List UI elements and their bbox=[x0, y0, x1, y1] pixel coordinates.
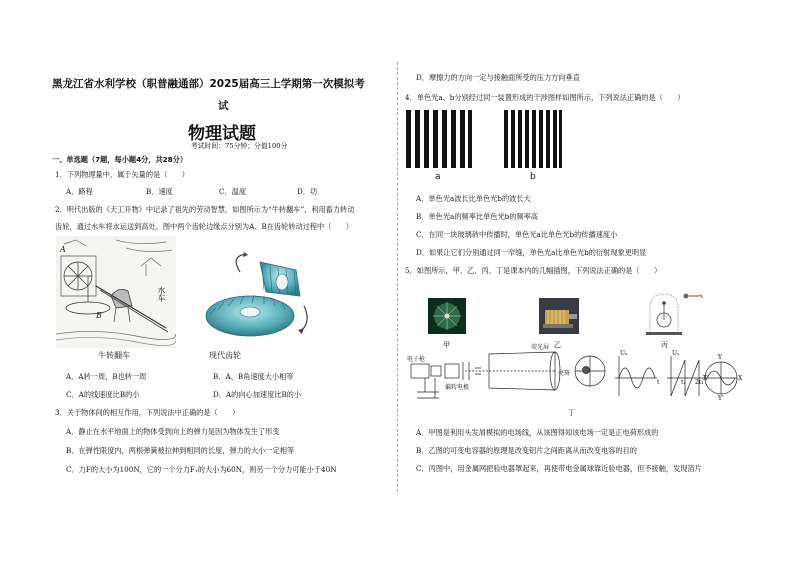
q5-option-c: C．丙图中，用金属网把验电器罩起来，再使带电金属球靠近验电器，但不接触，发现箔片 bbox=[416, 464, 702, 473]
ding-label-gun: 电子枪 bbox=[407, 356, 426, 363]
bevel-gear-illustration bbox=[200, 252, 318, 350]
section-heading: 一、单选题（7题，每小题4分，共28分） bbox=[52, 155, 188, 164]
fig-label-a: A bbox=[60, 245, 66, 254]
oscilloscope-diagram bbox=[405, 344, 745, 406]
label-bing: 丙 bbox=[661, 341, 668, 349]
ding-label-plates: 偏转电极 bbox=[445, 384, 470, 391]
ding-label-y: Y bbox=[718, 354, 722, 361]
ding-label-uy: Uᵧ bbox=[672, 350, 680, 357]
ding-label-bright: 亮斑 bbox=[558, 370, 571, 377]
label-yi: 乙 bbox=[554, 341, 561, 349]
q2-option-c: C．A的线速度比B的小 bbox=[66, 390, 140, 399]
q4-option-a: A．单色光a波长比单色光b的波长大 bbox=[416, 194, 531, 203]
ding-label-ux: Uₓ bbox=[620, 350, 628, 357]
q4-option-b: B．单色光a的频率比单色光b的频率高 bbox=[416, 212, 538, 221]
fig-caption-ox: 牛转翻车 bbox=[98, 351, 130, 360]
q4-option-d: D．如果让它们分别通过同一窄缝，单色光a比单色光b的衍射现象更明显 bbox=[416, 248, 647, 257]
electroscope-cage bbox=[636, 290, 704, 336]
electric-field-photo bbox=[428, 298, 466, 334]
fig-caption-gear: 现代齿轮 bbox=[209, 351, 241, 360]
ding-label-t1: t₁ bbox=[681, 379, 686, 386]
q2-option-b: B．A、B角速度大小相等 bbox=[213, 372, 294, 381]
q5-option-a: A．甲图是利用头发屑模拟的电场线，从该图得知该电场一定是正电荷形成的 bbox=[416, 428, 659, 437]
q2-stem-line2: 齿轮，通过水车将水运送到高处。图中两个齿轮边缘点分别为A、B在齿轮转动过程中（ ） bbox=[55, 222, 353, 231]
q1-stem: 1．下列物理量中，属于矢量的是（ ） bbox=[55, 170, 189, 179]
q4-stem: 4．单色光a、b分别经过同一装置形成的干涉图样如图所示，下列说法正确的是（ ） bbox=[405, 93, 685, 102]
q3-option-a: A．静止在水平地面上的物体受到向上的弹力是因为物体发生了形变 bbox=[66, 427, 280, 436]
q3-option-b: B．在弹性限度内，两根弹簧被拉伸到相同的长度，弹力的大小一定相等 bbox=[66, 446, 295, 455]
q4-option-c: C．在同一块玻璃砖中传播时，单色光a比单色光b的传播速度小 bbox=[416, 230, 618, 239]
label-jia: 甲 bbox=[443, 341, 450, 349]
q1-option-b: B．速度 bbox=[146, 187, 173, 196]
q3-stem: 3．关于物体间的相互作用，下列说法中正确的是（ ） bbox=[55, 408, 240, 417]
exam-title-line1: 黑龙江省水利学校（职普融通部）2025届高三上学期第一次模拟考 bbox=[52, 78, 365, 90]
q3-option-d: D．摩擦力的方向一定与接触面所受的压力方向垂直 bbox=[416, 73, 580, 82]
fringe-label-b: b bbox=[530, 172, 536, 182]
q1-option-d: D．功 bbox=[297, 187, 318, 196]
exam-info: 考试时间：75分钟；分值100分 bbox=[191, 142, 288, 150]
q1-option-a: A．路程 bbox=[66, 187, 93, 196]
ding-label-yp: Y' bbox=[718, 395, 724, 402]
ding-label-t: t bbox=[657, 379, 660, 386]
q2-option-a: A．A转一周，B也转一周 bbox=[66, 372, 147, 381]
q2-stem-line1: 2．明代出版的《天工开物》中记录了祖先的劳动智慧，如图所示为“牛转翻车”，利用畜力转动 bbox=[55, 205, 355, 214]
q5-stem: 5．如图所示，甲、乙、丙、丁是课本内的几幅插图，下列说法正确的是（ ） bbox=[405, 266, 662, 275]
fringe-label-a: a bbox=[435, 172, 441, 182]
fig-label-shuiche: 水车 bbox=[157, 286, 166, 302]
fringe-pattern-b bbox=[504, 110, 562, 168]
ding-label-t2: 2t₁ bbox=[695, 379, 704, 386]
ding-label-x: X bbox=[738, 375, 743, 382]
ding-label-screen: 荧光屏 bbox=[531, 344, 550, 351]
column-divider bbox=[397, 62, 398, 492]
label-ding: 丁 bbox=[568, 409, 575, 417]
fringe-pattern-a bbox=[406, 110, 472, 168]
exam-title-line2: 试 bbox=[218, 100, 229, 112]
q2-option-d: D．A的向心加速度比B的小 bbox=[213, 390, 302, 399]
fig-label-b: B bbox=[96, 311, 102, 320]
q5-option-b: B．乙图的可变电容器的原理是改变铝片之间距离从而改变电容的目的 bbox=[416, 446, 637, 455]
subject-title: 物理试题 bbox=[188, 124, 256, 144]
variable-capacitor-photo bbox=[539, 298, 579, 334]
ding-label-xp: X' bbox=[703, 375, 709, 382]
q1-option-c: C．温度 bbox=[219, 187, 247, 196]
q3-option-c: C．力F的大小为100N，它的一个分力F₁的大小为60N，则另一个分力可能小于40N bbox=[66, 465, 337, 474]
